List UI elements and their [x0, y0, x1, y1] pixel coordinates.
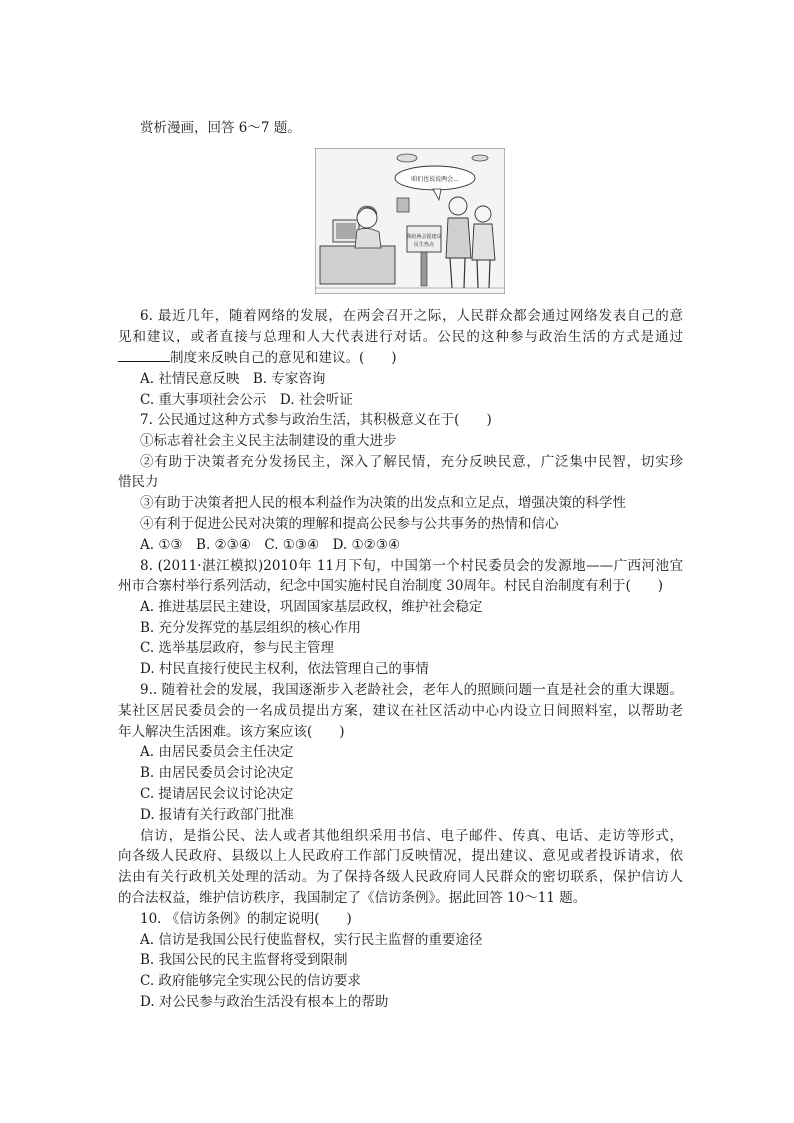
q10-option-c: C. 政府能够完全实现公民的信访要求: [140, 973, 361, 989]
q9-option-d: D. 报请有关行政部门批准: [140, 807, 294, 823]
q8-stem-line1: 8. (2011·湛江模拟)2010年 11月下旬，中国第一个村民委员会的发源地——广西河池宜: [140, 558, 683, 574]
q9-stem-line3: 年人解决生活困难。该方案应该( ): [118, 724, 345, 740]
q7-statement-2-line1: ②有助于决策者充分发扬民主，深入了解民情，充分反映民意，广泛集中民智，切实珍: [140, 454, 683, 470]
q8-option-d: D. 村民直接行使民主权利，依法管理自己的事情: [140, 661, 429, 677]
q10-stem: 10. 《信访条例》的制定说明( ): [140, 911, 352, 927]
passage-line4: 的合法权益，维护信访秩序，我国制定了《信访条例》。据此回答 10～11 题。: [118, 890, 587, 906]
q8-option-c: C. 选举基层政府，参与民主管理: [140, 640, 334, 656]
q6-options-ab: A. 社情民意反映 B. 专家咨询: [140, 371, 326, 387]
q7-statement-3: ③有助于决策者把人民的根本利益作为决策的出发点和立足点，增强决策的科学性: [140, 495, 626, 511]
q9-stem-line1: 9.. 随着社会的发展，我国逐渐步入老龄社会，老年人的照顾问题一直是社会的重大课题。: [140, 682, 683, 698]
passage-line3: 法由有关行政机关处理的活动。为了保持各级人民政府同人民群众的密切联系，保护信访人: [118, 869, 683, 885]
q6-answer-blank: [118, 349, 170, 362]
q9-option-c: C. 提请居民会议讨论决定: [140, 786, 294, 802]
q8-option-b: B. 充分发挥党的基层组织的核心作用: [140, 620, 362, 636]
q6-stem-line3-tail: 制度来反映自己的意见和建议。( ): [170, 350, 397, 366]
q7-statement-2-line2: 惜民力: [118, 474, 159, 490]
intro-6-7: 赏析漫画，回答 6～7 题。: [140, 120, 301, 136]
q10-option-b: B. 我国公民的民主监督将受到限制: [140, 952, 348, 968]
q9-option-b: B. 由居民委员会讨论决定: [140, 765, 294, 781]
q7-statement-4: ④有利于促进公民对决策的理解和提高公民参与公共事务的热情和信心: [140, 516, 559, 532]
q7-statement-1: ①标志着社会主义民主法制建设的重大进步: [140, 433, 397, 449]
q7-options: A. ①③ B. ②③④ C. ①③④ D. ①②③④: [140, 537, 400, 553]
q7-stem: 7. 公民通过这种方式参与政治生活，其积极意义在于( ): [140, 412, 492, 428]
q10-option-a: A. 信访是我国公民行使监督权，实行民主监督的重要途径: [140, 932, 483, 948]
q9-option-a: A. 由居民委员会主任决定: [140, 744, 294, 760]
q6-stem-line2: 见和建议，或者直接与总理和人大代表进行对话。公民的这种参与政治生活的方式是通过: [118, 329, 683, 345]
passage-line1: 信访，是指公民、法人或者其他组织采用书信、电子邮件、传真、电话、走访等形式，: [140, 828, 683, 844]
q6-options-cd: C. 重大事项社会公示 D. 社会听证: [140, 392, 353, 408]
q6-stem-line1: 6. 最近几年，随着网络的发展，在两会召开之际，人民群众都会通过网络发表自己的意: [140, 308, 683, 324]
speech-bubble-text: 咱们也说说两会...: [411, 176, 459, 183]
q8-stem-line2: 州市合寨村举行系列活动，纪念中国实施村民自治制度 30周年。村民自治制度有利于( ): [118, 578, 664, 594]
q10-option-d: D. 对公民参与政治生活没有根本上的帮助: [140, 994, 389, 1010]
screen-text: 我给两会提建议: [406, 234, 442, 240]
q8-option-a: A. 推进基层民主建设，巩固国家基层政权，维护社会稳定: [140, 599, 483, 615]
q9-stem-line2: 某社区居民委员会的一名成员提出方案，建议在社区活动中心内设立日间照料室，以帮助老: [118, 703, 683, 719]
q6-stem-line3: [118, 348, 683, 368]
screen-label: 民生热点: [413, 242, 435, 248]
passage-line2: 向各级人民政府、县级以上人民政府工作部门反映情况，提出建议、意见或者投诉请求，依: [118, 848, 683, 864]
cartoon-illustration: [315, 148, 505, 294]
